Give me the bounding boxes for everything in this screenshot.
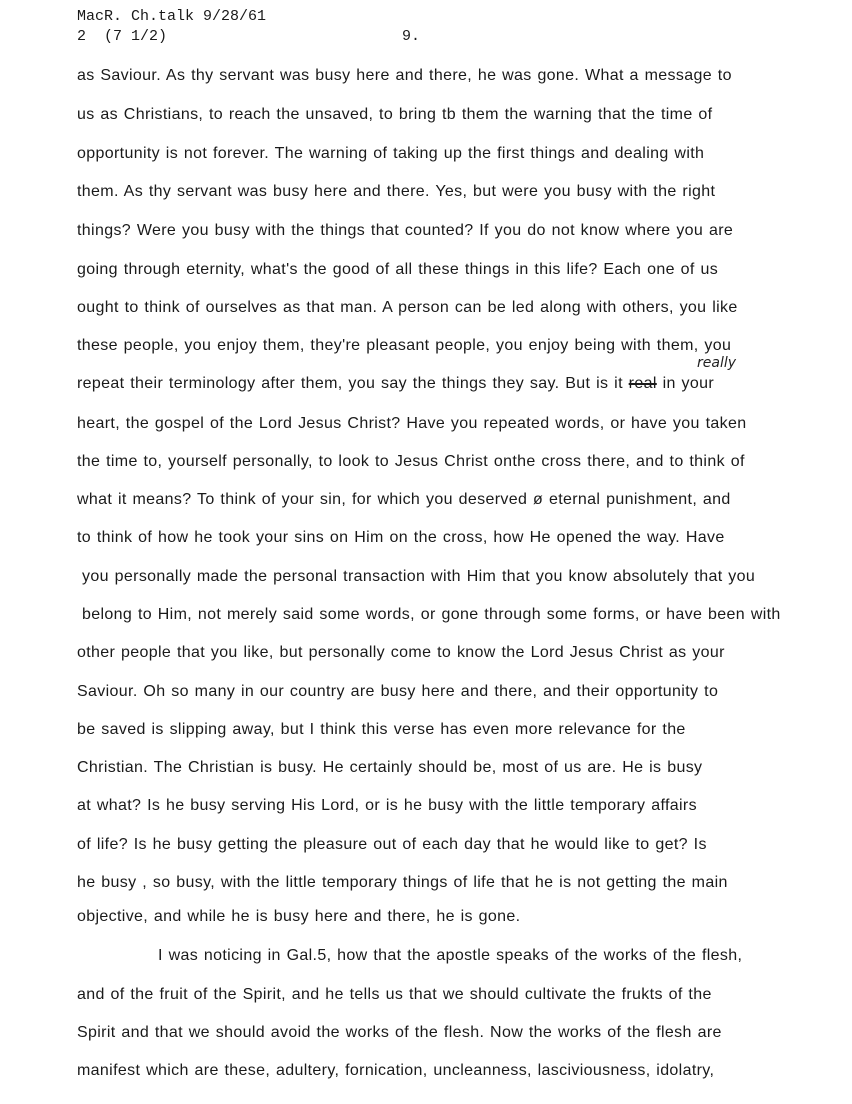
paragraph-start-line: [158, 946, 742, 966]
line-text: repeat their terminology after them, you say the things they say. But is it: [77, 375, 623, 392]
line-text: of life? Is he busy getting the pleasure out of each day that he would like to get? Is: [77, 836, 707, 853]
line-text: Christian. The Christian is busy. He certainly should be, most of us are. He is busy: [77, 759, 703, 776]
line-text: I was noticing in Gal.5, how that the apostle speaks of the works of the flesh,: [158, 947, 743, 964]
text-line: [77, 1061, 714, 1081]
text-line: [77, 643, 725, 663]
line-text: them. As thy servant was busy here and there. Yes, but were you busy with the right: [77, 183, 716, 200]
line-text: opportunity is not forever. The warning of taking up the first things and dealing with: [77, 145, 705, 162]
line-text: manifest which are these, adultery, fornication, uncleanness, lasciviousness, idolatry,: [77, 1062, 715, 1079]
text-line: [77, 796, 697, 816]
struck-word: real: [628, 375, 657, 392]
line-text: Spirit and that we should avoid the works of the flesh. Now the works of the flesh are: [77, 1024, 722, 1041]
text-line: [77, 414, 746, 434]
line-text: other people that you like, but personally come to know the Lord Jesus Christ as your: [77, 644, 725, 661]
text-line: [77, 66, 732, 86]
line-text: he busy , so busy, with the little temporary things of life that he is not getting the main: [77, 874, 728, 891]
text-line: [77, 985, 712, 1005]
line-text: belong to Him, not merely said some words, or gone through some forms, or have been with: [82, 606, 781, 623]
line-tail: in your: [662, 375, 715, 392]
page-number: 9.: [402, 28, 421, 45]
text-line: [77, 758, 702, 778]
text-line: [77, 374, 714, 394]
text-line: [82, 605, 781, 625]
text-line: [77, 221, 733, 241]
line-text: the time to, yourself personally, to look to Jesus Christ onthe cross there, and to think of: [77, 453, 745, 470]
line-text: Saviour. Oh so many in our country are busy here and there, and their opportunity to: [77, 683, 719, 700]
line-text: going through eternity, what's the good of all these things in this life? Each one of us: [77, 261, 719, 278]
line-text: heart, the gospel of the Lord Jesus Christ? Have you repeated words, or have you taken: [77, 415, 747, 432]
text-line: [77, 182, 715, 202]
text-line: [77, 490, 731, 510]
text-line: [77, 528, 725, 548]
text-line: [77, 144, 704, 164]
line-text: as Saviour. As thy servant was busy here and there, he was gone. What a message to: [77, 67, 732, 84]
header-subreference: 2 (7 1/2): [77, 28, 168, 45]
line-text: and of the fruit of the Spirit, and he tells us that we should cultivate the frukts of the: [77, 986, 712, 1003]
line-text: be saved is slipping away, but I think this verse has even more relevance for the: [77, 721, 686, 738]
line-text: ought to think of ourselves as that man. A person can be led along with others, you like: [77, 299, 738, 316]
text-line: [77, 1023, 722, 1043]
line-text: these people, you enjoy them, they're pleasant people, you enjoy being with them, you: [77, 337, 732, 354]
line-text: things? Were you busy with the things that counted? If you do not know where you are: [77, 222, 734, 239]
header-reference: MacR. Ch.talk 9/28/61: [77, 8, 267, 25]
text-line: [77, 835, 707, 855]
text-line: [77, 682, 718, 702]
line-text: us as Christians, to reach the unsaved, to bring tb them the warning that the time of: [77, 106, 713, 123]
line-text: what it means? To think of your sin, for which you deserved ø eternal punishment, and: [77, 491, 731, 508]
text-line: [77, 720, 686, 740]
line-text: at what? Is he busy serving His Lord, or is he busy with the little temporary affairs: [77, 797, 697, 814]
text-line: [77, 105, 712, 125]
line-text: objective, and while he is busy here and there, he is gone.: [77, 908, 521, 925]
text-line: [77, 907, 520, 927]
text-line: [77, 298, 738, 318]
handwritten-correction: really: [697, 355, 737, 371]
text-line: [77, 873, 728, 893]
text-line: [82, 567, 755, 587]
text-line: [77, 336, 731, 356]
line-text: you personally made the personal transaction with Him that you know absolutely that you: [82, 568, 756, 585]
line-text: to think of how he took your sins on Him on the cross, how He opened the way. Have: [77, 529, 725, 546]
text-line: [77, 260, 718, 280]
text-line: [77, 452, 745, 472]
